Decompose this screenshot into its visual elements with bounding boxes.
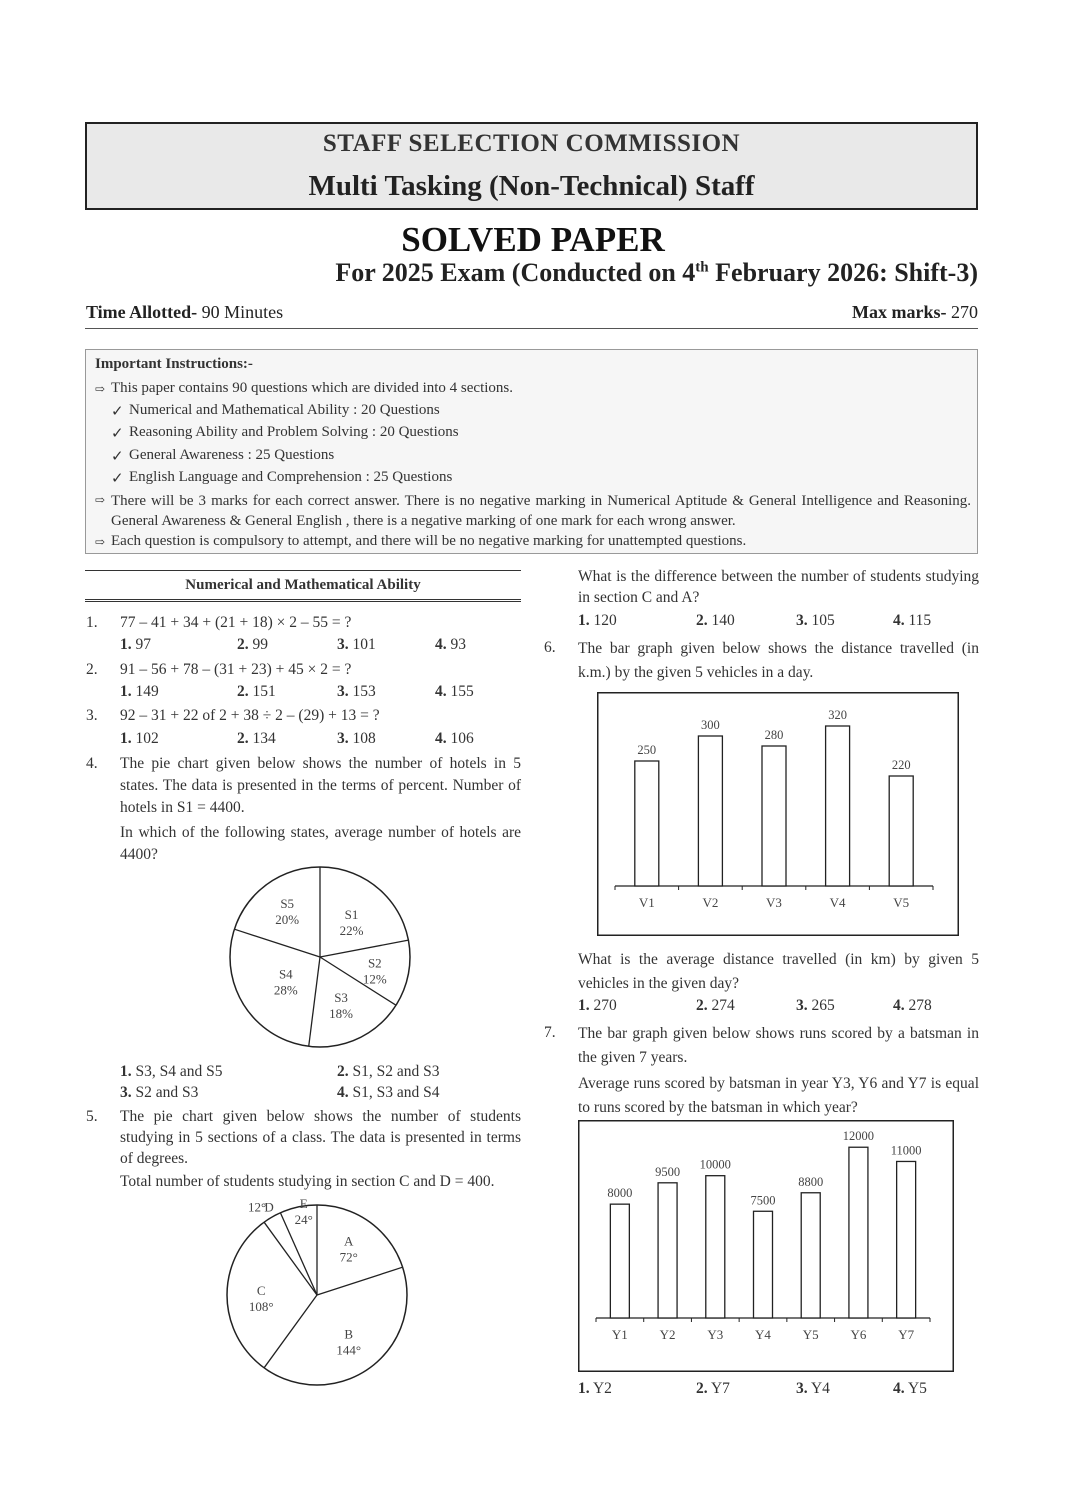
bar-V3 — [762, 746, 786, 886]
bar-Y1 — [610, 1204, 629, 1318]
section-heading: Numerical and Mathematical Ability — [85, 570, 521, 602]
question-text: The bar graph given below shows runs scored by a batsman in the given 7 years. — [578, 1025, 979, 1066]
question-text: In which of the following states, average number of hotels are 4400? — [120, 824, 521, 863]
bar-V4 — [826, 726, 850, 886]
instruction-line: Each question is compulsory to attempt, and there will be no negative marking for unattempted questions. — [111, 533, 747, 549]
max-marks: Max marks- 270 — [852, 302, 978, 322]
arrow-icon: ⇨ — [95, 535, 106, 549]
instruction-line: This paper contains 90 questions which are divided into 4 sections. — [111, 380, 514, 396]
option: 2. 151 — [237, 683, 276, 700]
pie-value-label: 12° — [247, 1199, 267, 1215]
category-label: Y5 — [802, 1327, 819, 1342]
bar-chart-vehicles — [597, 692, 959, 936]
option: 3. 101 — [337, 636, 376, 653]
paper-subtitle: For 2025 Exam (Conducted on 4th February 2026: Shift-3) — [335, 258, 978, 287]
option: 3. 265 — [796, 997, 835, 1014]
bar-Y7 — [897, 1161, 916, 1318]
option: 1. S3, S4 and S5 — [120, 1063, 223, 1080]
bar-Y5 — [801, 1193, 820, 1318]
bar-chart-runs — [578, 1120, 954, 1372]
pie-chart-students — [222, 1195, 422, 1390]
category-label: V4 — [829, 895, 846, 910]
pie-value-label: 20% — [275, 911, 300, 927]
question-number: 1. — [86, 614, 98, 631]
data-label: 300 — [701, 718, 720, 732]
question-text: 92 – 31 + 22 of 2 + 38 ÷ 2 – (29) + 13 = ? — [120, 707, 380, 724]
data-label: 10000 — [699, 1157, 731, 1172]
data-label: 8000 — [607, 1186, 633, 1201]
data-label: 7500 — [750, 1193, 776, 1208]
option: 2. 134 — [237, 730, 276, 747]
pie-label: S3 — [334, 989, 348, 1005]
bar-Y3 — [706, 1176, 725, 1318]
option: 1. 120 — [578, 612, 617, 629]
pie-value-label: 24° — [294, 1212, 313, 1228]
option: 4. 115 — [893, 612, 932, 629]
instruction-section: English Language and Comprehension : 25 Questions — [129, 469, 453, 485]
category-label: V5 — [893, 895, 910, 910]
question-number: 4. — [86, 755, 98, 772]
pie-value-label: 22% — [339, 922, 364, 938]
pie-label: D — [264, 1199, 274, 1215]
time-marks-row — [85, 302, 978, 329]
category-label: Y3 — [707, 1327, 724, 1342]
bar-V1 — [635, 761, 659, 886]
bar-V5 — [889, 776, 913, 886]
instruction-section: General Awareness : 25 Questions — [129, 447, 335, 463]
instruction-section: Reasoning Ability and Problem Solving : 20 Questions — [129, 424, 459, 440]
pie-label: S1 — [344, 906, 359, 922]
pie-value-label: 72° — [339, 1249, 358, 1265]
pie-chart-hotels — [225, 862, 415, 1052]
question-number: 6. — [544, 639, 556, 656]
data-label: 11000 — [890, 1143, 922, 1158]
category-label: Y7 — [898, 1327, 915, 1342]
question-text: 91 – 56 + 78 – (31 + 23) + 45 × 2 = ? — [120, 661, 352, 678]
category-label: V1 — [638, 895, 655, 910]
option: 4. 93 — [435, 636, 466, 653]
option: 4. 278 — [893, 997, 932, 1014]
question-text: What is the difference between the number of students studying in section C and A? — [578, 568, 979, 606]
data-label: 8800 — [798, 1174, 824, 1189]
category-label: Y6 — [850, 1327, 867, 1342]
pie-label: B — [344, 1326, 354, 1342]
question-number: 2. — [86, 661, 98, 678]
option: 3. S2 and S3 — [120, 1084, 199, 1101]
option: 3. 108 — [337, 730, 376, 747]
bar-Y2 — [658, 1183, 677, 1318]
option: 2. 274 — [696, 997, 735, 1014]
pie-label: S4 — [278, 966, 293, 982]
check-icon: ✓ — [111, 426, 124, 442]
category-label: Y2 — [659, 1327, 676, 1342]
option: 1. 102 — [120, 730, 159, 747]
question-text: Average runs scored by batsman in year Y3, Y6 and Y7 is equal to runs scored by the batsman in which year? — [578, 1075, 979, 1116]
data-label: 9500 — [655, 1164, 681, 1179]
question-text: Total number of students studying in section C and D = 400. — [120, 1173, 495, 1190]
pie-value-label: 144° — [336, 1342, 362, 1358]
option: 2. S1, S2 and S3 — [337, 1063, 440, 1080]
pie-label: S2 — [367, 955, 382, 971]
option: 1. 149 — [120, 683, 159, 700]
bar-V2 — [698, 736, 722, 886]
check-icon: ✓ — [111, 404, 124, 420]
pie-value-label: 28% — [273, 982, 298, 998]
question-number: 7. — [544, 1024, 556, 1041]
bar-Y4 — [754, 1211, 773, 1318]
data-label: 320 — [828, 708, 847, 722]
data-label: 12000 — [842, 1129, 875, 1144]
pie-label: C — [256, 1283, 266, 1298]
question-text: What is the average distance travelled (in km) by given 5 vehicles in the given day? — [578, 951, 979, 992]
arrow-icon: ⇨ — [95, 493, 106, 507]
question-text: 77 – 41 + 34 + (21 + 18) × 2 – 55 = ? — [120, 614, 352, 631]
check-icon: ✓ — [111, 471, 124, 487]
option: 4. S1, S3 and S4 — [337, 1084, 440, 1101]
bar-Y6 — [849, 1147, 868, 1318]
question-text: The pie chart given below shows the number of hotels in 5 states. The data is presented in the terms of percent. Number of hotels in S1 = 4400. — [120, 755, 521, 816]
pie-value-label: 18% — [329, 1005, 353, 1021]
pie-label: E — [299, 1196, 308, 1212]
option: 2. Y7 — [696, 1380, 730, 1397]
instruction-line: There will be 3 marks for each correct answer. There is no negative marking in Numerical Aptitude & General Intelligence and Reasoning. General Awareness & General English , there is a negative marking of one mark for each wrong answer. — [111, 493, 971, 529]
time-allotted: Time Allotted- 90 Minutes — [86, 302, 284, 322]
instructions-box — [85, 349, 978, 554]
instruction-section: Numerical and Mathematical Ability : 20 Questions — [129, 402, 440, 418]
option: 1. Y2 — [578, 1380, 612, 1397]
exam-title: Multi Tasking (Non-Technical) Staff — [308, 170, 755, 202]
paper-title: SOLVED PAPER — [401, 220, 665, 259]
arrow-icon: ⇨ — [95, 382, 106, 396]
pie-value-label: 108° — [248, 1299, 274, 1314]
option: 4. 106 — [435, 730, 474, 747]
option: 3. 105 — [796, 612, 835, 629]
org-title: STAFF SELECTION COMMISSION — [322, 130, 741, 157]
question-text: The pie chart given below shows the number of students studying in 5 sections of a class. The data is presented in terms of degrees. — [120, 1108, 521, 1167]
option: 4. 155 — [435, 683, 474, 700]
category-label: Y4 — [755, 1327, 771, 1342]
pie-label: A — [344, 1233, 354, 1249]
data-label: 250 — [637, 743, 657, 757]
category-label: V3 — [766, 895, 782, 910]
data-label: 280 — [764, 728, 784, 742]
option: 4. Y5 — [893, 1380, 927, 1397]
option: 2. 140 — [696, 612, 735, 629]
pie-value-label: 12% — [362, 971, 387, 987]
question-number: 5. — [86, 1108, 98, 1125]
header-box — [85, 122, 978, 210]
option: 1. 270 — [578, 997, 617, 1014]
data-label: 220 — [891, 758, 911, 772]
option: 1. 97 — [120, 636, 151, 653]
category-label: Y1 — [611, 1327, 628, 1342]
question-number: 3. — [86, 707, 98, 724]
check-icon: ✓ — [111, 449, 124, 465]
option: 3. 153 — [337, 683, 376, 700]
option: 2. 99 — [237, 636, 268, 653]
category-label: V2 — [702, 895, 719, 910]
question-text: The bar graph given below shows the distance travelled (in k.m.) by the given 5 vehicles in a day. — [578, 640, 979, 681]
instructions-title: Important Instructions:- — [95, 356, 253, 372]
option: 3. Y4 — [796, 1380, 830, 1397]
pie-label: S5 — [280, 895, 295, 911]
